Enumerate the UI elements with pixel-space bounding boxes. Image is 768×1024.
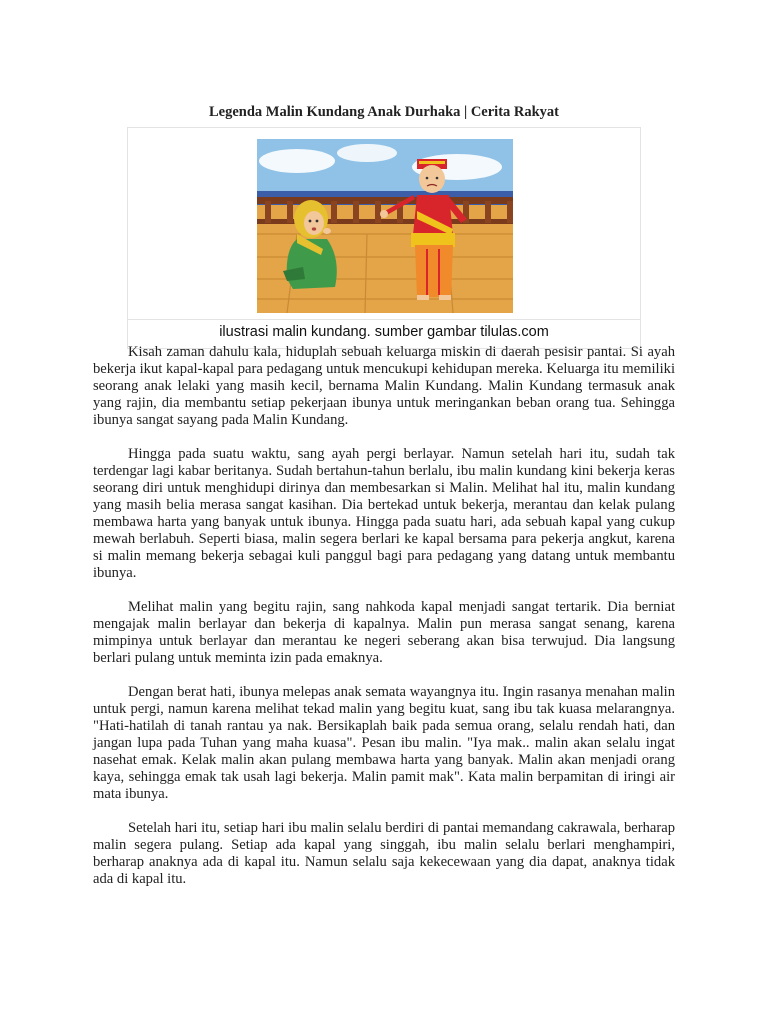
cloud — [259, 149, 335, 173]
paragraph: Setelah hari itu, setiap hari ibu malin selalu berdiri di pantai memandang cakrawala, berharap malin segera pulang. Setiap ada kapal yang singgah, ibu malin selalu berlari menghampiri, berharap anaknya ada di kapal itu. Namun selalu saja kekecewaan yang dia dapat, anaknya tidak ada di kapal itu. — [93, 820, 675, 887]
cloud — [337, 144, 397, 162]
figure — [127, 127, 641, 349]
story-body — [93, 344, 675, 905]
paragraph: Melihat malin yang begitu rajin, sang nahkoda kapal menjadi sangat tertarik. Dia berniat mengajak malin berlayar dan bekerja di kapalnya. Malin pun merasa sangat senang, karena mimpinya untuk berlayar dan merantau ke negeri seberang akan bisa terwujud. Dia langsung berlari pulang untuk meminta izin pada emaknya. — [93, 599, 675, 666]
figure-caption: ilustrasi malin kundang. sumber gambar tilulas.com — [219, 324, 549, 340]
document-title: Legenda Malin Kundang Anak Durhaka | Cerita Rakyat — [208, 104, 560, 120]
railing-top — [257, 197, 513, 204]
paragraph: Dengan berat hati, ibunya melepas anak semata wayangnya itu. Ingin rasanya menahan malin untuk pergi, namun karena melihat tekad malin yang begitu kuat, sang ibu tak kuasa melarangnya. "Hati-hatilah di tanah rantau ya nak. Bersikaplah baik pada semua orang, selalu rendah hati, dan jangan lupa pada Tuhan yang maha kuasa". Pesan ibu malin. "Iya mak.. malin akan selalu ingat nasehat emak. Kelak malin akan pulang membawa harta yang banyak. Malin akan menjadi orang kaya, sehingga emak tak usah lagi bekerja. Malin pamit mak". Kata malin berpamitan di iringi air mata ibunya. — [93, 684, 675, 802]
paragraph: Hingga pada suatu waktu, sang ayah pergi berlayar. Namun setelah hari itu, sudah tak terdengar lagi kabar beritanya. Sudah bertahun-tahun berlalu, ibu malin kundang kini bekerja keras seorang diri untuk menghidupi dirinya dan membesarkan si Malin. Melihat hal itu, malin kundang yang masih belia merasa sangat kasihan. Dia bertekad untuk bekerja, merantau dan kelak pulang membawa harta yang banyak untuk ibunya. Hingga pada suatu hari, ada sebuah kapal yang cukup mewah berlabuh. Seperti biasa, malin segera berlari ke kapal bersama para pekerja angkut, karena si malin memang bekerja sebagai kuli panggul bagi para pedagang yang datang untuk membantu ibunya. — [93, 446, 675, 581]
figure-divider — [128, 319, 640, 320]
paragraph: Kisah zaman dahulu kala, hiduplah sebuah keluarga miskin di daerah pesisir pantai. Si ayah bekerja ikut kapal-kapal para pedagang untuk mencukupi kehidupan mereka. Keluarga itu memiliki seorang anak lelaki yang masih kecil, bernama Malin Kundang. Malin Kundang termasuk anak yang rajin, dia membantu setiap pekerjaan ibunya untuk meringankan beban orang tua. Sehingga ibunya sangat sayang pada Malin Kundang. — [93, 344, 675, 428]
malin-kundang-illustration — [257, 139, 513, 313]
